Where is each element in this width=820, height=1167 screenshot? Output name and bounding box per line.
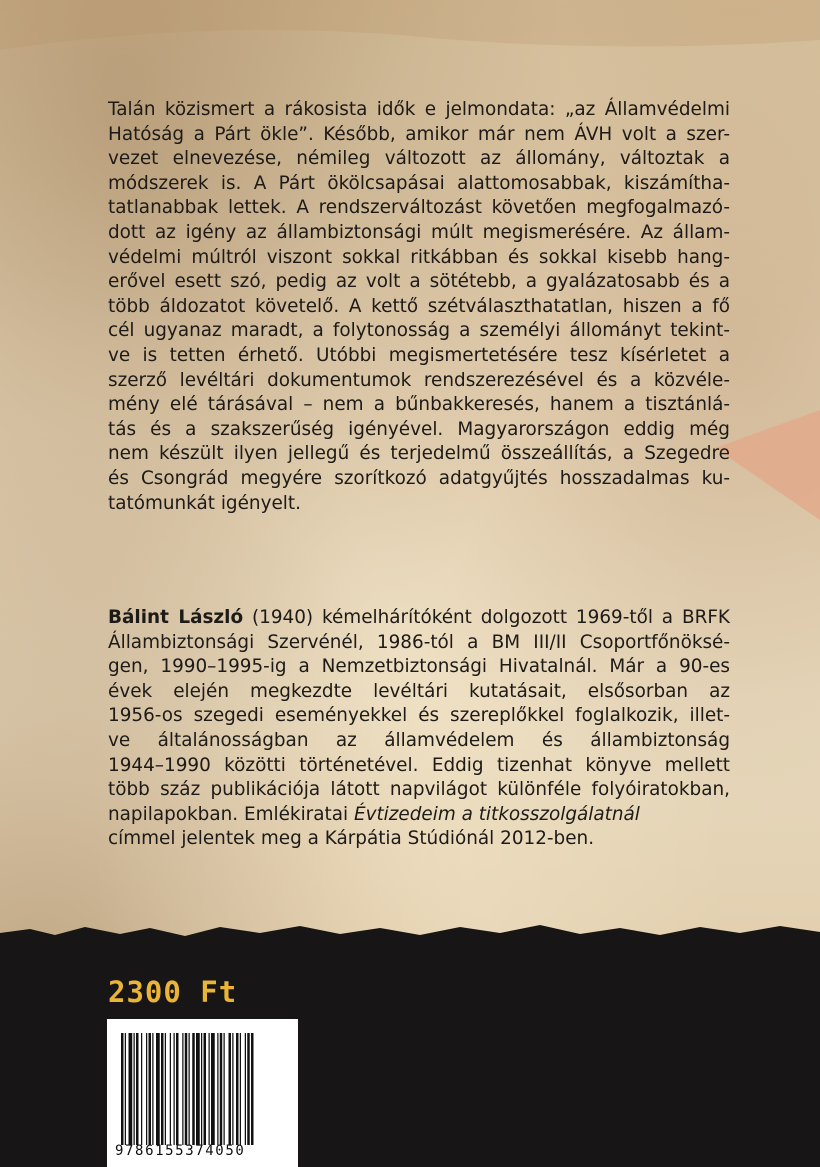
barcode-bar <box>229 1033 232 1145</box>
barcode-bar <box>236 1033 239 1145</box>
isbn-digits: 9786155374050 <box>115 1143 246 1159</box>
barcode-bar <box>156 1033 160 1145</box>
barcode-bar <box>247 1033 250 1145</box>
barcode-bar <box>165 1033 166 1145</box>
barcode-bar <box>211 1033 215 1145</box>
barcode-bar <box>136 1033 139 1145</box>
barcode-bar <box>134 1033 135 1145</box>
bio-line: gen, 1990–1995-ig a Nemzetbiztonsági Hivatalnál. Már a 90-es <box>108 656 730 678</box>
bio-line <box>108 606 730 631</box>
barcode-bar <box>251 1033 254 1145</box>
barcode-bar <box>220 1033 223 1145</box>
barcode-bar <box>217 1033 218 1145</box>
blurb-line: vezet elnevezése, némileg változott az állomány, változtak a <box>108 148 730 170</box>
blurb-line: tás és a szakszerűség igényével. Magyarországon eddig még <box>108 418 730 440</box>
bio-line: 1944–1990 közötti történetével. Eddig tizenhat könyve mellett <box>108 754 730 776</box>
blurb-line: tatómunkát igényelt. <box>108 492 301 514</box>
blurb-line: cél ugyanaz maradt, a folytonosság a személyi állományt tekint- <box>108 320 730 342</box>
memoir-title: Évtizedeim a titkosszolgálatnál <box>353 803 640 825</box>
blurb-line: Talán közismert a rákosista idők e jelmondata: „az Államvédelmi <box>108 99 730 120</box>
blurb-line: erővel esett szó, pedig az volt a sötétebb, a gyalázatosabb és a <box>108 271 730 293</box>
bio-line <box>108 803 730 828</box>
barcode-bar <box>176 1033 179 1145</box>
blurb-line: ve is tetten érhető. Utóbbi megismertetésére tesz kísérletet a <box>108 344 730 366</box>
bio-line: Állambiztonsági Szervénél, 1986-tól a BM III/II Csoportfőnöksé- <box>108 631 730 653</box>
barcode-bar <box>170 1033 171 1145</box>
blurb-line: nem készült ilyen jellegű és terjedelmű összeállítás, a Szegedre <box>108 443 730 465</box>
barcode-bar <box>209 1033 210 1145</box>
barcode-bar <box>129 1033 133 1145</box>
blurb-line: dott az igény az állambiztonsági múlt megismerésére. Az állam- <box>108 221 730 243</box>
barcode-bar <box>185 1033 188 1145</box>
barcode-bar <box>174 1033 175 1145</box>
barcode-bar <box>224 1033 225 1145</box>
barcode-bar <box>204 1033 207 1145</box>
blurb-line: módszerek is. A Párt ökölcsapásai alattomosabbak, kiszámítha- <box>108 172 730 194</box>
barcode-bar <box>201 1033 202 1145</box>
blurb-line: védelmi múltról viszont sokkal ritkábban és sokkal kisebb hang- <box>108 246 730 268</box>
barcode-bar <box>240 1033 241 1145</box>
blurb-text <box>108 98 730 516</box>
barcode-bar <box>152 1033 153 1145</box>
barcode-bars <box>121 1033 293 1145</box>
bio-line: több száz publikációja látott napvilágot különféle folyóiratokban, <box>108 779 730 801</box>
barcode-bar <box>232 1033 233 1145</box>
barcode <box>107 1019 298 1167</box>
blurb-line: Hatóság a Párt ökle”. Később, amikor már nem ÁVH volt a szer- <box>108 123 730 145</box>
barcode-bar <box>182 1033 183 1145</box>
author-bio <box>108 606 730 852</box>
blurb-line: szerző levéltári dokumentumok rendszerezésével és a közvéle- <box>108 369 730 391</box>
bio-line: 1956-os szegedi eseményekkel és szereplőkkel foglalkozik, illet- <box>108 705 730 727</box>
bio-line: ve általánosságban az államvédelem és állambiztonság <box>108 729 730 751</box>
bio-line: évek elején megkezdte levéltári kutatásait, elsősorban az <box>108 680 730 702</box>
barcode-bar <box>146 1033 147 1145</box>
barcode-bar <box>245 1033 246 1145</box>
blurb-line: tatlanabbak lettek. A rendszerváltozást követően megfogalmazó- <box>108 197 730 219</box>
bio-line-text: napilapokban. Emlékiratai <box>108 803 354 825</box>
blurb-line: és Csongrád megyére szorítkozó adatgyűjtés hosszadalmas ku- <box>108 467 730 489</box>
barcode-bar <box>121 1033 124 1145</box>
barcode-bar <box>125 1033 126 1145</box>
barcode-bar <box>141 1033 142 1145</box>
blurb-line: mény elé tárásával – nem a bűnbakkeresés, hanem a tisztánlá- <box>108 394 730 416</box>
author-name: Bálint László <box>108 607 244 628</box>
barcode-bar <box>161 1033 164 1145</box>
barcode-bar <box>149 1033 152 1145</box>
barcode-bar <box>196 1033 200 1145</box>
bio-line: címmel jelentek meg a Kárpátia Stúdiónál 2012-ben. <box>108 828 595 850</box>
blurb-line: több áldozatot követelő. A kettő szétválaszthatatlan, hiszen a fő <box>108 295 730 317</box>
barcode-bar <box>192 1033 195 1145</box>
bio-line-rest: (1940) kémelhárítóként dolgozott 1969-től a BRFK <box>243 607 730 628</box>
barcode-bar <box>189 1033 190 1145</box>
price-label: 2300 Ft <box>108 975 238 1009</box>
